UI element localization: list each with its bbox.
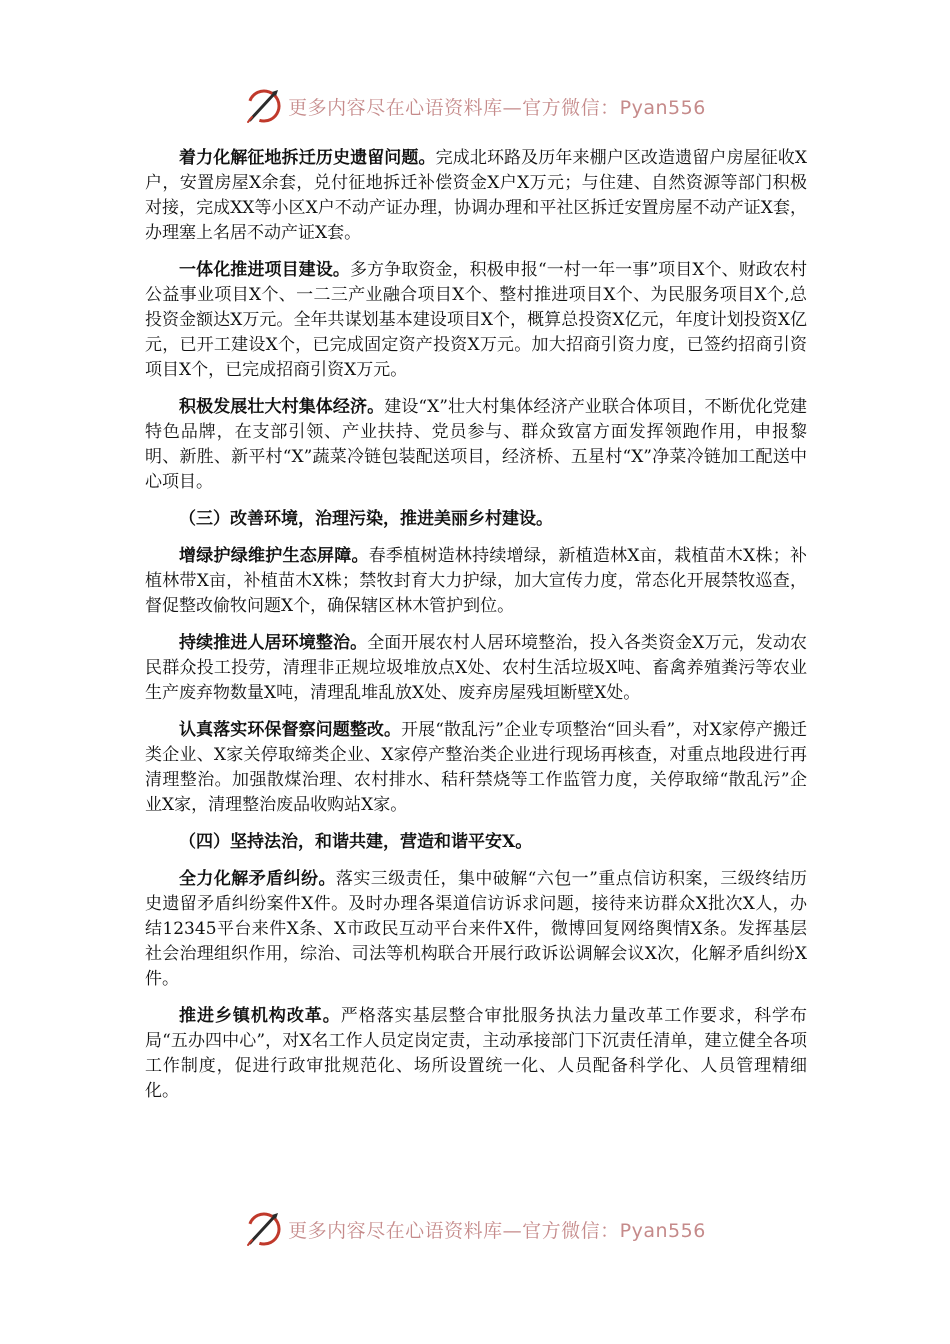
paragraph-lead: 增绿护绿维护生态屏障。 — [179, 546, 369, 566]
banner-label: 更多内容尽在心语资料库—官方微信： — [288, 96, 620, 119]
paragraph-lead: 积极发展壮大村集体经济。 — [179, 397, 385, 417]
pen-logo-icon — [244, 86, 284, 126]
header-banner — [0, 84, 950, 128]
paragraph-text: 开展“散乱污”企业专项整治“回头看”，对X家停产搬迁类企业、X家关停取缔类企业、X家停产整治类企业进行现场再核查，对重点地段进行再清理整治。加强散煤治理、农村排水、秸秆禁烧等工作监管力度，关停取缔“散乱污”企业X家，清理整治废品收购站X家。 — [145, 720, 807, 815]
paragraph-lead: 着力化解征地拆迁历史遗留问题。 — [179, 148, 436, 168]
paragraph-collective-economy — [145, 395, 807, 495]
footer-banner — [0, 1207, 950, 1251]
paragraph-text: 多方争取资金，积极申报“一村一年一事”项目X个、财政农村公益事业项目X个、一二三产业融合项目X个、整村推进项目X个、为民服务项目X个,总投资金额达X万元。全年共谋划基本建设项目X个，概算总投资X亿元，年度计划投资X亿元，已开工建设X个，已完成固定资产投资X万元。加大招商引资力度，已签约招商引资项目X个，已完成招商引资X万元。 — [145, 260, 808, 380]
paragraph-text: 严格落实基层整合审批服务执法力量改革工作要求，科学布局“五办四中心”，对X名工作人员定岗定责，主动承接部门下沉责任清单，建立健全各项工作制度，促进行政审批规范化、场所设置统一化、人员配备科学化、人员管理精细化。 — [145, 1006, 808, 1101]
pen-logo-icon — [244, 1209, 284, 1249]
paragraph-environmental-inspection — [145, 718, 807, 818]
banner-label: 更多内容尽在心语资料库—官方微信： — [288, 1219, 620, 1242]
paragraph-text: 春季植树造林持续增绿，新植造林X亩，栽植苗木X株；补植林带X亩，补植苗木X株；禁牧封育大力护绿，加大宣传力度，常态化开展禁牧巡查，督促整改偷牧问题X个，确保辖区林木管护到位。 — [145, 546, 807, 616]
banner-text — [288, 93, 706, 120]
paragraph-text: 建设“X”壮大村集体经济产业联合体项目，不断优化党建特色品牌，在支部引领、产业扶持、党员参与、群众致富方面发挥领跑作用，申报黎明、新胜、新平村“X”蔬菜冷链包装配送项目，经济桥、五星村“X”净菜冷链加工配送中心项目。 — [145, 397, 808, 492]
paragraph-text: 落实三级责任，集中破解“六包一”重点信访积案，三级终结历史遗留矛盾纠纷案件X件。及时办理各渠道信访诉求问题，接待来访群众X批次X人，办结12345平台来件X条、X市政民互动平台来件X件，微博回复网络舆情X条。发挥基层社会治理组织作用，综治、司法等机构联合开展行政诉讼调解会议X次，化解矛盾纠纷X件。 — [145, 869, 807, 989]
document-body — [145, 146, 807, 1116]
paragraph-lead: 推进乡镇机构改革。 — [179, 1006, 341, 1026]
banner-wechat-id: Pyan556 — [619, 1219, 706, 1242]
paragraph-text: 完成北环路及历年来棚户区改造遗留户房屋征收X户，安置房屋X余套，兑付征地拆迁补偿资金X户X万元；与住建、自然资源等部门积极对接，完成XX等小区X户不动产证办理，协调办理和平社区拆迁安置房屋不动产证X套，办理塞上名居不动产证X套。 — [145, 148, 807, 243]
paragraph-lead: 全力化解矛盾纠纷。 — [179, 869, 336, 889]
banner-wechat-id: Pyan556 — [619, 96, 706, 119]
paragraph-land-acquisition — [145, 146, 807, 246]
section-heading-rule-of-law: （四）坚持法治，和谐共建，营造和谐平安X。 — [179, 832, 533, 852]
paragraph-text: 全面开展农村人居环境整治，投入各类资金X万元，发动农民群众投工投劳，清理非正规垃圾堆放点X处、农村生活垃圾X吨、畜禽养殖粪污等农业生产废弃物数量X吨，清理乱堆乱放X处、废弃房屋残垣断壁X处。 — [145, 633, 808, 703]
paragraph-greening — [145, 544, 807, 619]
paragraph-lead: 一体化推进项目建设。 — [179, 260, 350, 280]
paragraph-living-environment — [145, 631, 807, 706]
paragraph-project-construction — [145, 258, 807, 383]
paragraph-institutional-reform — [145, 1004, 807, 1104]
paragraph-lead: 认真落实环保督察问题整改。 — [179, 720, 402, 740]
paragraph-dispute-resolution — [145, 867, 807, 992]
paragraph-lead: 持续推进人居环境整治。 — [179, 633, 368, 653]
banner-text — [288, 1216, 706, 1243]
section-heading-environment: （三）改善环境，治理污染，推进美丽乡村建设。 — [179, 509, 553, 529]
